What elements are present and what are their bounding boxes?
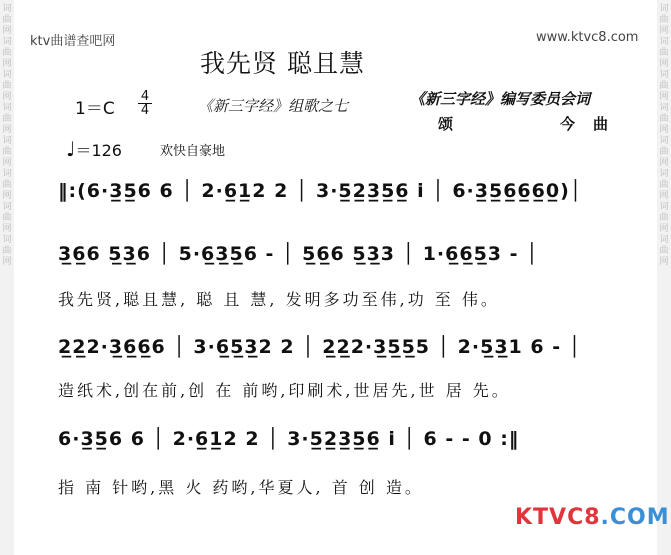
lyricist-name: 颂 — [438, 115, 456, 133]
site-watermark-right: www.ktvc8.com — [536, 30, 639, 45]
meter-top: 4 — [140, 89, 150, 104]
lyricist-credit: 《新三字经》编写委员会词 — [410, 90, 591, 108]
song-subtitle: 《新三字经》组歌之七 — [198, 97, 349, 115]
tempo-value: ＝126 — [75, 141, 122, 160]
score-row-3-notes: 2̲2̲2·3̲6̲6̲6 │ 3·6̲5̲3̲2 2 │ 2̲2̲2·3̲5̲5̲5 │ 2·5̲3̲1 6 - │ — [58, 336, 582, 358]
score-row-4-lyrics: 指 南 针哟,黑 火 药哟,华夏人, 首 创 造。 — [58, 478, 424, 497]
score-row-2-lyrics: 我先贤,聪且慧, 聪 且 慧, 发明多功至伟,功 至 伟。 — [58, 290, 500, 309]
score-row-2-notes: 3̲6̲6 5̲3̲6 │ 5·6̲3̲5̲6 - │ 5̲6̲6 5̲3̲3 │ 1·6̲6̲5̲3 - │ — [58, 243, 539, 265]
site-watermark-left: ktv曲谱查吧网 — [30, 34, 116, 49]
expression-marking: 欢快自豪地 — [160, 144, 226, 159]
score-row-1-notes: ‖:(6·3̲5̲6 6 │ 2·6̲1̲2 2 │ 3·5̲2̲3̲5̲6̲ i │ 6·3̲5̲6̲6̲6̲0̲)│ — [58, 180, 583, 202]
key-signature: 1＝C — [75, 99, 115, 119]
left-watermark-text: 词曲网词曲网词曲网词曲网词曲网词曲网词曲网词曲网 — [2, 4, 12, 267]
composer-credit: 今曲 — [560, 115, 627, 133]
score-row-3-lyrics: 造纸术,创在前,创 在 前哟,印刷术,世居先,世 居 先。 — [58, 381, 511, 400]
meter-bottom: 4 — [140, 103, 150, 118]
left-watermark-strip — [0, 0, 14, 555]
ktvc8-logo — [515, 505, 670, 530]
logo-main-text: KTVC8 — [515, 505, 601, 530]
logo-suffix-text: .COM — [600, 505, 670, 530]
time-signature — [138, 90, 152, 117]
score-row-4-notes: 6·3̲5̲6 6 │ 2·6̲1̲2 2 │ 3·5̲2̲3̲5̲6̲ i │ 6 - - 0 :‖ — [58, 428, 520, 450]
quarter-note-icon: ♩ — [66, 137, 76, 161]
right-watermark-strip — [657, 0, 671, 555]
right-watermark-text: 词曲网词曲网词曲网词曲网词曲网词曲网词曲网词曲网 — [659, 4, 669, 267]
song-title: 我先贤 聪且慧 — [200, 49, 365, 78]
tempo-marking — [66, 137, 122, 161]
